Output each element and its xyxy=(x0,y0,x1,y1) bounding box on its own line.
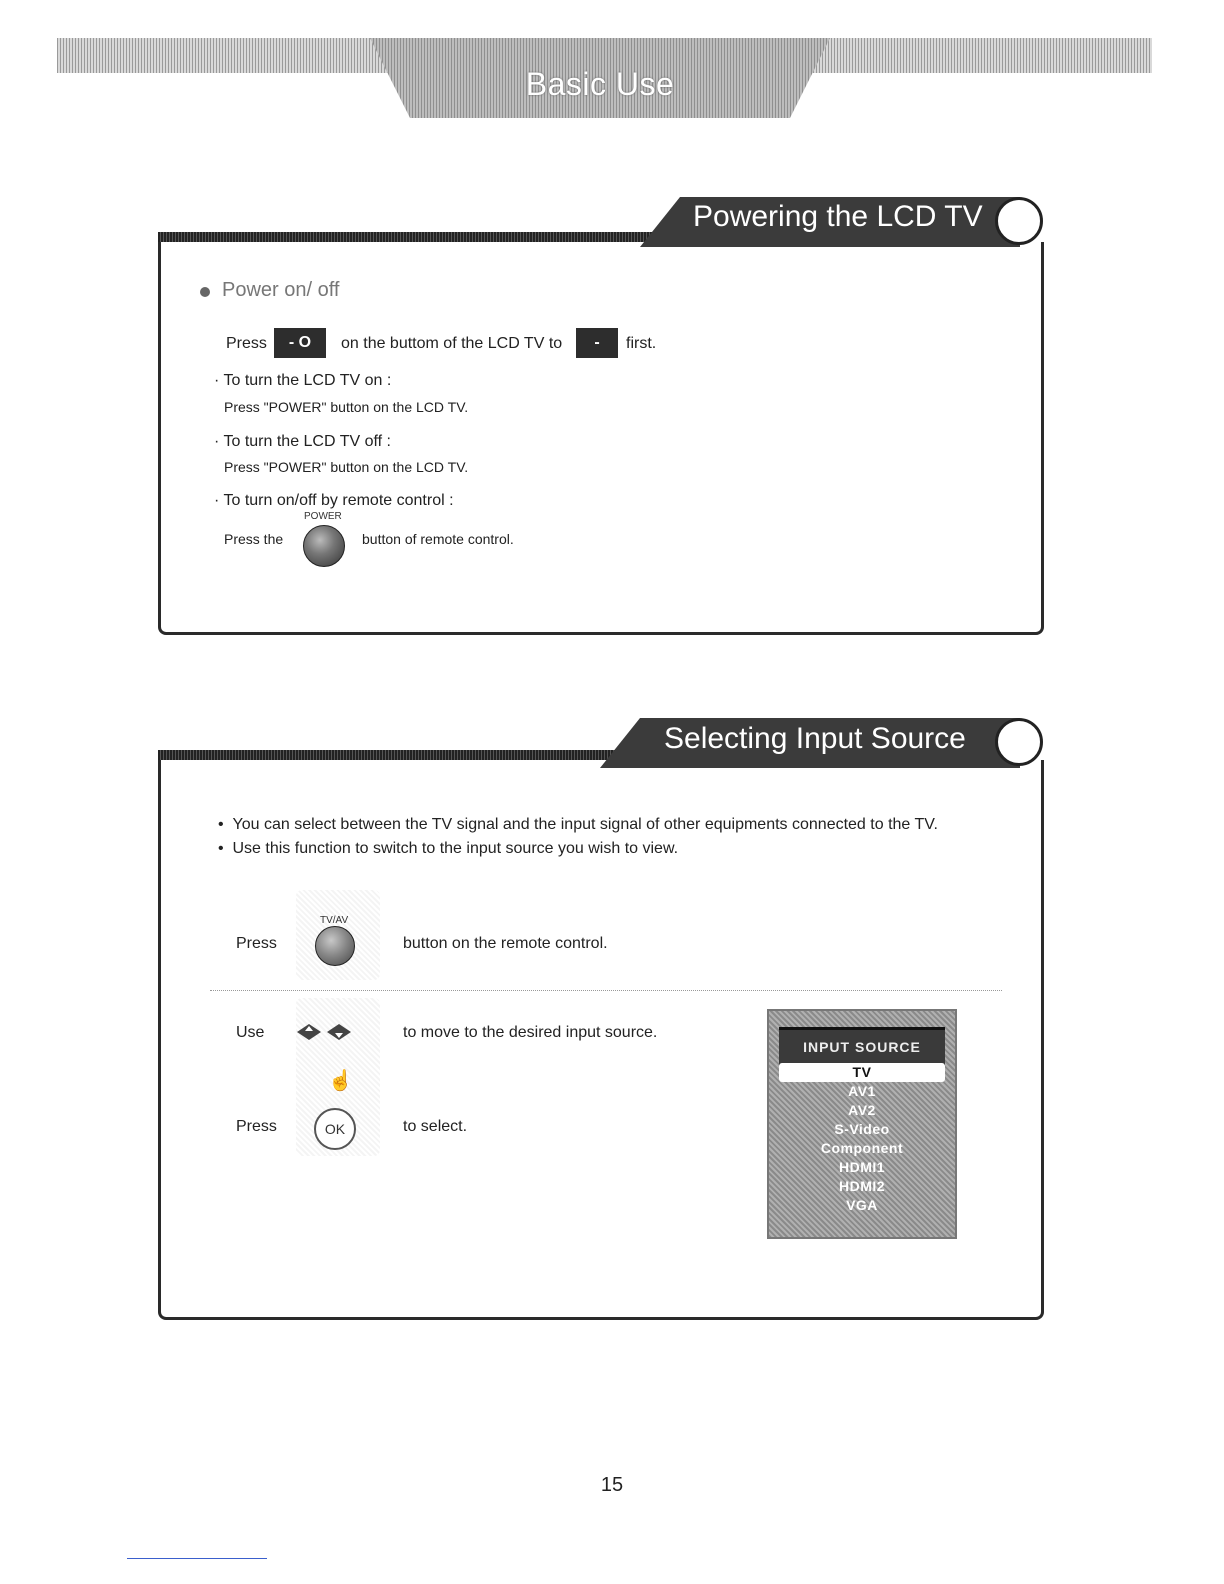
press-the-text: Press the xyxy=(224,531,284,547)
list-item: • Use this function to switch to the input source you wish to view. xyxy=(218,840,679,857)
power-subhead: Power on/ off xyxy=(222,279,340,301)
step-press-text: Press xyxy=(236,1118,277,1135)
power-section-title: Powering the LCD TV xyxy=(693,200,983,233)
page-number: 15 xyxy=(600,1474,624,1496)
menu-item-tv[interactable]: TV xyxy=(779,1063,945,1082)
remote-text: button of remote control. xyxy=(362,531,514,547)
input-section-title: Selecting Input Source xyxy=(664,722,966,755)
hand-pointer-icon: ☝ xyxy=(328,1070,353,1092)
turn-off-text: Press "POWER" button on the LCD TV. xyxy=(224,459,469,475)
menu-item-av1[interactable]: AV1 xyxy=(848,1083,876,1099)
menu-item-component[interactable]: Component xyxy=(820,1140,904,1156)
instruction-text-end: first. xyxy=(626,335,657,352)
divider xyxy=(210,990,1002,991)
bullet-text: You can select between the TV signal and the input signal of other equipments connected to the TV. xyxy=(232,816,938,833)
power-button-label: POWER xyxy=(304,511,342,522)
section-circle-icon xyxy=(995,718,1043,766)
page-title: Basic Use xyxy=(525,66,675,102)
bullet-text: Use this function to switch to the input source you wish to view. xyxy=(232,840,679,857)
up-down-arrows-icon xyxy=(295,1020,355,1044)
turn-on-text: Press "POWER" button on the LCD TV. xyxy=(224,399,469,415)
power-switch-key-icon: - O xyxy=(274,328,326,358)
menu-item-hdmi2[interactable]: HDMI2 xyxy=(838,1178,886,1194)
remote-heading: · To turn on/off by remote control : xyxy=(214,492,454,509)
list-item: • You can select between the TV signal and the input signal of other equipments connected to the TV. xyxy=(218,816,938,833)
section-bar xyxy=(158,232,658,242)
bullet-icon xyxy=(200,287,210,297)
power-button-icon xyxy=(303,525,345,567)
tvav-label: TV/AV xyxy=(320,915,349,926)
menu-title: INPUT SOURCE xyxy=(779,1027,945,1067)
ok-button-icon: OK xyxy=(314,1108,356,1150)
step-use-text: Use xyxy=(236,1024,265,1041)
step3-text: to select. xyxy=(403,1118,468,1135)
menu-item-av2[interactable]: AV2 xyxy=(848,1102,876,1118)
section-bar xyxy=(158,750,628,760)
menu-item-vga[interactable]: VGA xyxy=(846,1197,878,1213)
turn-on-heading: · To turn the LCD TV on : xyxy=(214,372,392,389)
instruction-text: on the buttom of the LCD TV to xyxy=(341,335,563,352)
step2-text: to move to the desired input source. xyxy=(403,1024,658,1041)
press-text: Press xyxy=(226,335,267,352)
power-switch-off-key-icon: - xyxy=(576,328,618,358)
section-circle-icon xyxy=(995,197,1043,245)
turn-off-heading: · To turn the LCD TV off : xyxy=(214,433,391,450)
footer-line xyxy=(127,1558,267,1559)
menu-item-hdmi1[interactable]: HDMI1 xyxy=(838,1159,886,1175)
input-source-menu xyxy=(767,1009,957,1239)
menu-item-s-video[interactable]: S-Video xyxy=(834,1121,890,1137)
step1-text: button on the remote control. xyxy=(403,935,608,952)
step-press-text: Press xyxy=(236,935,277,952)
tvav-button-icon xyxy=(315,926,355,966)
